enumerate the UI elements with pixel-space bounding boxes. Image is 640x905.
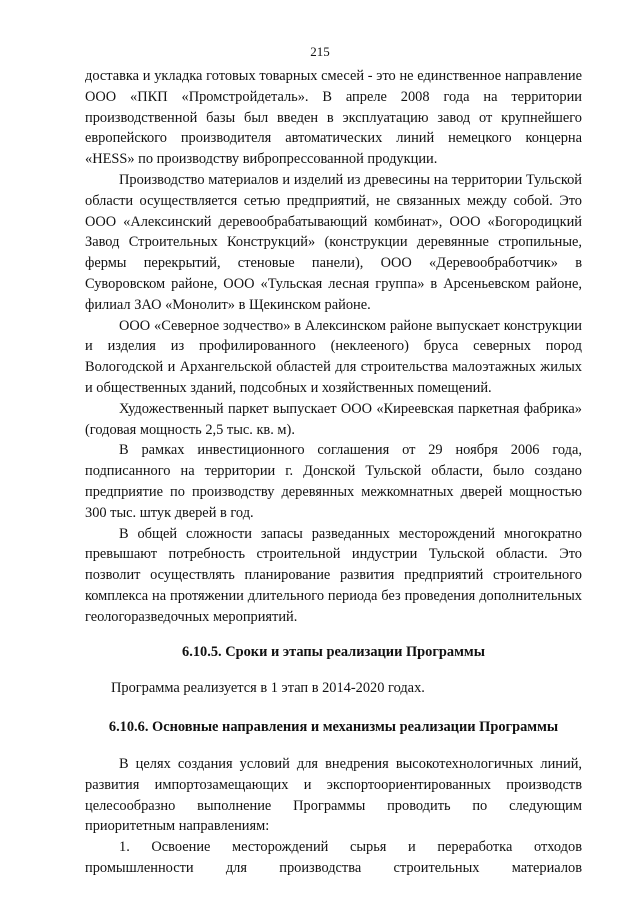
paragraph-hess-plant: доставка и укладка готовых товарных смесей - это не единственное направление ООО «ПКП «Промстройдеталь». В апреле 2008 года на территории производственной базы был введен в эксплуатацию завод от крупнейшего европейского производителя автоматических линий немецкого концерна «HESS» по производству вибропрессованной продукции. [85, 68, 582, 168]
paragraph-timeline: Программа реализуется в 1 этап в 2014-2020 годах. [111, 680, 425, 697]
paragraph-wood-production: Производство материалов и изделий из древесины на территории Тульской области осуществляется сетью предприятий, не связанных между собой. Это ООО «Алексинский деревообрабатывающий комбинат», ООО «Богородицкий Завод Строительных Конструкций» (конструкции деревянные стропильные, фермы перекрытий, стеновые панели), ООО «Деревообработчик» в Суворовском районе, ООО «Тульская лесная группа» в Арсеньевском районе, филиал ЗАО «Монолит» в Щекинском районе. [85, 171, 582, 313]
paragraph-severnoe-zodchestvo: ООО «Северное зодчество» в Алексинском районе выпускает конструкции и изделия из профилированного (неклееного) бруса северных пород Вологодской и Архангельской областей для строительства малоэтажных жилых и общественных зданий, подсобных и хозяйственных помещений. [85, 317, 582, 396]
section-heading-directions: 6.10.6. Основные направления и механизмы реализации Программы [108, 719, 559, 736]
paragraph-doors-plant: В рамках инвестиционного соглашения от 29 ноября 2006 года, подписанного на территории г. Донской Тульской области, было создано предприятие по производству деревянных межкомнатных дверей мощностью 300 тыс. штук дверей в год. [85, 442, 582, 521]
paragraph-parquet: Художественный паркет выпускает ООО «Киреевская паркетная фабрика» (годовая мощность 2,5 тыс. кв. м). [85, 400, 582, 438]
section-heading-timeline: 6.10.5. Сроки и этапы реализации Программы [182, 643, 485, 660]
paragraph-directions-intro: В целях создания условий для внедрения высокотехнологичных линий, развития импортозамещающих и экспортоориентированных производств целесообразно выполнение Программы проводить по следующим приоритетным направлениям: [85, 755, 582, 835]
document-body [85, 66, 582, 879]
paragraph-deposits: В общей сложности запасы разведанных месторождений многократно превышают потребность строительной индустрии Тульской области. Это позволит осуществлять планирование развития предприятий строительного комплекса на протяжении длительного периода без проведения дополнительных геологоразведочных мероприятий. [85, 525, 582, 625]
page-number: 215 [310, 44, 330, 59]
list-item-1: 1. Освоение месторождений сырья и переработка отходов промышленности для производства строительных материалов [85, 839, 582, 876]
